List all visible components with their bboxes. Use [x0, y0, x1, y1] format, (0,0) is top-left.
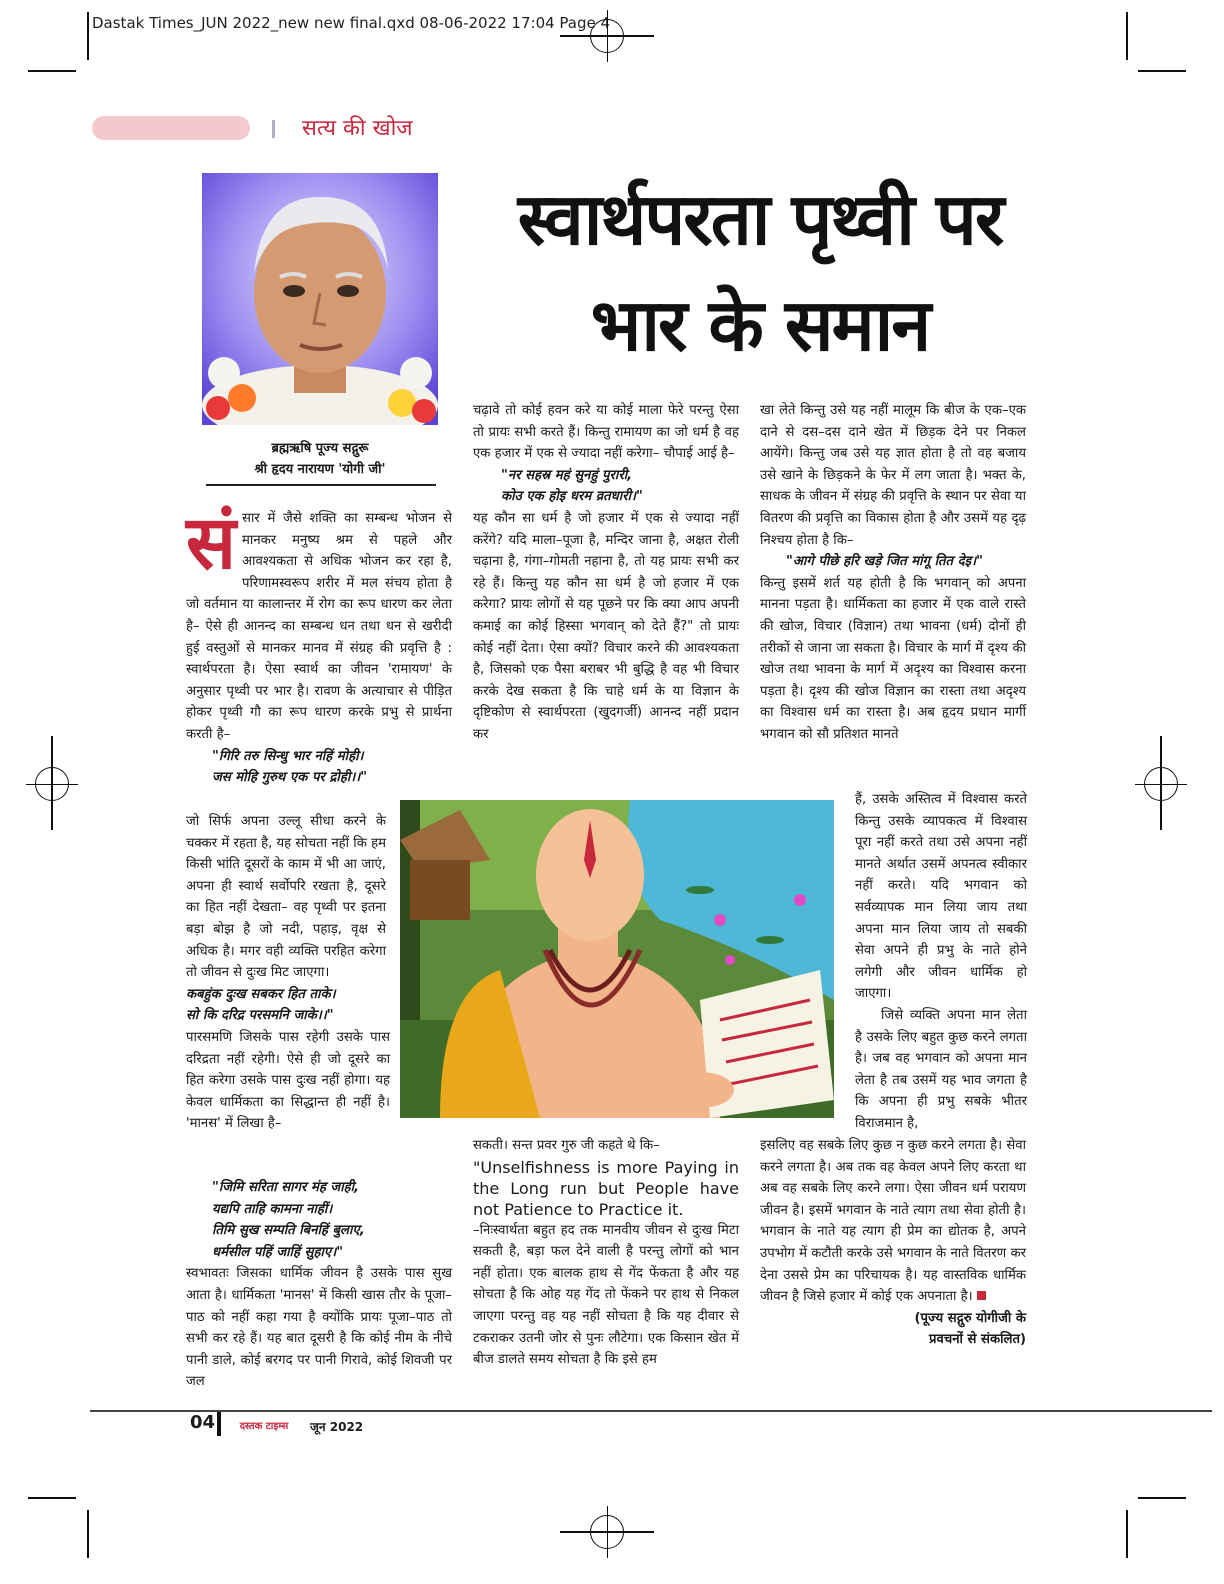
paragraph: सकती। सन्त प्रवर गुरु जी कहते थे कि–	[473, 1138, 660, 1153]
verse-line: "जिमि सरिता सागर मंह जाही,	[212, 1180, 360, 1195]
author-caption-line2: श्री हृदय नारायण 'योगी जी'	[254, 462, 386, 477]
issue-date: जून 2022	[310, 1420, 364, 1434]
crop-mark	[87, 12, 89, 60]
verse-line: कोउ एक होइ धरम व्रतधारी।"	[501, 489, 643, 505]
headline-line2: भार के समान	[590, 283, 930, 367]
author-photo	[202, 173, 438, 425]
paragraph: सार में जैसे शक्ति का सम्बन्ध भोजन से मानकर मनुष्य श्रम से पहले और आवश्यकता से अधिक भोजन कर रहा है, परिणामस्वरूप शरीर में मल संचय होता है जो वर्तमान या कालान्तर में रोग का रूप धारण कर लेता है– ऐसे ही आनन्द का सम्बन्ध धन तथा धन से खरीदी हुई वस्तुओं से मानकर मानव में संग्रह की प्रवृत्ति है : स्वार्थपरता है। ऐसा स्वार्थ का जीवन 'रामायण' के अनुसार पृथ्वी पर भार है। रावण के अत्याचार से पीड़ित होकर पृथ्वी गौ का रूप धारण करके प्रभु से प्रार्थना करती है–	[186, 511, 452, 742]
registration-mark-icon	[590, 19, 624, 53]
registration-mark-icon	[35, 767, 69, 801]
verse-line: "गिरि तरु सिन्धु भार नहिं मोही।	[212, 748, 364, 764]
magazine-name: दस्तक टाइम्स	[239, 1421, 289, 1432]
english-quote: "Unselfishness is more Paying in the Long run but People have not Patience to Practice it.	[473, 1157, 739, 1219]
page-number: 04	[190, 1412, 216, 1433]
paragraph: किन्तु इसमें शर्त यह होती है कि भगवान् को अपना मानना पड़ता है। धार्मिकता का हजार में एक वाले रास्ते की खोज, विचार (विज्ञान) तथा भावना (धर्म) दोनों ही तरीकों से जाना जा सकता है। विचार के मार्ग में दृश्य की खोज तथा भावना के मार्ग में अदृश्य का विश्वास करना पड़ता है। दृश्य की खोज विज्ञान का रास्ता तथा अदृश्य का विश्वास धर्म का रास्ता है। अब हृदय प्रधान मार्गी भगवान को सौ प्रतिशत मानते	[760, 575, 1026, 742]
credit-line: प्रवचनों से संकलित)	[929, 1332, 1026, 1348]
file-slug: Dastak Times_JUN 2022_new new final.qxd 08-06-2022 17:04 Page 4	[92, 14, 611, 32]
crop-mark	[1126, 12, 1128, 60]
article-column-3-wrap	[855, 789, 1027, 1135]
crop-mark	[1138, 70, 1186, 72]
article-column-2-bottom	[473, 1135, 739, 1371]
crop-mark	[87, 1510, 89, 1558]
section-divider	[272, 120, 275, 138]
verse-line: जस मोहि गुरुथ एक पर द्रोही।।"	[212, 770, 368, 786]
section-pill	[92, 116, 250, 140]
verse-line: "आगे पीछे हरि खड़े जित मांगू तित देइ।"	[786, 554, 983, 570]
headline-line1: स्वार्थपरता पृथ्वी पर	[517, 177, 1003, 261]
footer-divider	[217, 1412, 221, 1436]
end-mark-icon	[977, 1291, 986, 1300]
paragraph: इसलिए वह सबके लिए कुछ न कुछ करने लगता है। सेवा करने लगता है। अब तक वह केवल अपने लिए करता था अब वह सबके लिए करने लगा। ऐसा जीवन धर्म परायण जीवन है। इसमें भगवान के नाते त्याग तथा सेवा होती है। भगवान के नाते यह त्याग ही प्रेम का द्योतक है, अपने उपभोग में कटौती करके उसे भगवान के नाते वितरण कर देना उससे प्रेम का परिचायक है। यह वास्तविक धार्मिक जीवन है जिसे हजार में कोई एक अपनाता है।	[760, 1138, 1026, 1305]
credit-line: (पूज्य सद्गुरु योगीजी के	[914, 1310, 1026, 1326]
crop-mark	[1138, 1497, 1186, 1499]
author-caption-line1: ब्रह्मऋषि पूज्य सद्गुरू	[271, 441, 369, 456]
author-caption	[202, 438, 438, 480]
article-column-3	[760, 400, 1026, 746]
crop-mark	[1126, 1510, 1128, 1558]
section-title: सत्य की खोज	[302, 116, 413, 141]
registration-mark-icon	[1144, 767, 1178, 801]
paragraph: पारसमणि जिसके पास रहेगी उसके पास दरिद्रता नहीं रहेगी। ऐसे ही जो दूसरे का हित करेगा उसके पास दुःख नहीं होगा। यह केवल धार्मिकता का सिद्धान्त ही नहीं है। 'मानस' में लिखा है–	[186, 1029, 390, 1132]
verse-line: कबहुंक दुःख सबकर हित ताके।	[186, 986, 336, 1002]
registration-mark-icon	[590, 1515, 624, 1549]
verse-line: तिमि सुख सम्पति बिनहिं बुलाए,	[212, 1223, 365, 1239]
paragraph: –निःस्वार्थता बहुत हद तक मानवीय जीवन से दुःख मिटा सकती है, बड़ा फल देने वाली है परन्तु लोगों को भान नहीं होता। एक बालक हाथ से गेंद फेंकता है और यह सोचता है कि ओह यह गेंद तो फेंकने पर हाथ से निकल जाएगा परन्तु वह यह नहीं सोचता है कि यह दीवार से टकराकर उतनी जोर से पुनः लौटेगा। एक किसान खेत में बीज डालते समय सोचता है कि इसे हम	[473, 1222, 739, 1368]
article-column-1-bottom	[186, 1177, 452, 1393]
drop-cap: सं	[186, 500, 237, 586]
paragraph: जिसे व्यक्ति अपना मान लेता है उसके लिए बहुत कुछ करने लगता है। जब वह भगवान को अपना मान लेता है तब उसमें यह भाव जगता है कि अपना ही प्रभु सबके भीतर विराजमान है,	[855, 1007, 1027, 1131]
paragraph: हैं, उसके अस्तित्व में विश्वास करते किन्तु उसके व्यापकत्व में विश्वास पूरा नहीं करते तथा उसे अपना नहीं मानते अर्थात उसमें अपनत्व स्वीकार नहीं करते। यदि भगवान को सर्वव्यापक मान लिया जाय तथा अपना मान लिया जाय तो सबकी सेवा अपने ही प्रभु के नाते होने लगेगी और जीवन धार्मिक हो जाएगा।	[855, 792, 1027, 1002]
verse-line: धर्मसील पहिं जाहिं सुहाए।"	[212, 1244, 344, 1260]
article-column-1	[186, 500, 452, 789]
paragraph: चढ़ावे तो कोई हवन करे या कोई माला फेरे परन्तु ऐसा तो प्रायः सभी करते हैं। किन्तु रामायण का जो धर्म है वह एक हजार में एक से ज्यादा नहीं करेगा– चौपाई आई है–	[473, 403, 739, 462]
caption-rule	[206, 484, 436, 486]
paragraph: खा लेते किन्तु उसे यह नहीं मालूम कि बीज के एक–एक दाने से दस–दस दाने खेत में छिड़क देने पर निकल आयेंगे। किन्तु जब उसे यह ज्ञात होता है तो वह बजाय उसे खाने के छिड़कने के फेर में लग जाता है। भक्त के, साधक के जीवन में संग्रह की प्रवृत्ति के स्थान पर सेवा या वितरण की प्रवृत्ति का विकास होता है और उसमें यह दृढ़ निश्चय होता है कि–	[760, 403, 1026, 548]
paragraph: जो सिर्फ अपना उल्लू सीधा करने के चक्कर में रहता है, यह सोचता नहीं कि हम किसी भांति दूसरों के काम में भी आ जाएं, अपना ही स्वार्थ सर्वोपरि रखता है, दूसरे का हित नहीं देखता– वह पृथ्वी पर इतना बड़ा बोझ है जो नदी, पहाड़, वृक्ष से अधिक है। मगर वही व्यक्ति परहित करेगा तो जीवन से दुःख मिट जाएगा।	[186, 814, 386, 981]
verse-line: "नर सहस्र महं सुनहुं पुरारी,	[501, 467, 633, 483]
article-column-1-wrap	[186, 811, 390, 1135]
verse-line: यद्यपि ताहि कामना नाहीं।	[212, 1201, 333, 1217]
magazine-logo	[226, 1418, 302, 1432]
paragraph: स्वभावतः जिसका धार्मिक जीवन है उसके पास सुख आता है। धार्मिकता 'मानस' में किसी खास तौर के पूजा–पाठ को नहीं कहा गया है क्योंकि प्रायः पूजा–पाठ तो सभी कर रहे हैं। यह बात दूसरी है कि कोई नीम के नीचे पानी डाले, कोई बरगद पर पानी गिरावे, कोई शिवजी पर जल	[186, 1266, 452, 1390]
saint-illustration	[400, 800, 834, 1118]
crop-mark	[28, 1497, 76, 1499]
paragraph: यह कौन सा धर्म है जो हजार में एक से ज्यादा नहीं करेंगे? यदि माला–पूजा है, मन्दिर जाना है, अक्षत रोली चढ़ाना है, गंगा–गोमती नहाना है, तो यह प्रायः सभी कर रहे हैं। किन्तु यह कौन सा धर्म है जो हजार में एक करेगा? प्रायः लोगों से यह पूछने पर कि क्या आप अपनी कमाई का कोई हिस्सा भगवान् को देते हैं?" तो प्रायः कोई नहीं देता। ऐसा क्यों? विचार करने की आवश्यकता है, जिसको एक पैसा बराबर भी बुद्धि है वह भी विचार करके देख सकता है कि चाहे धर्म के या विज्ञान के दृष्टिकोण से स्वार्थपरता (खुदगर्जी) आनन्द नहीं प्रदान कर	[473, 510, 739, 742]
article-column-2	[473, 400, 739, 746]
crop-mark	[28, 70, 76, 72]
article-column-3-bottom	[760, 1135, 1026, 1351]
verse-line: सो कि दरिद्र परसमनि जाके।।"	[186, 1008, 334, 1024]
footer-rule	[90, 1410, 1212, 1412]
headline	[440, 166, 1080, 378]
